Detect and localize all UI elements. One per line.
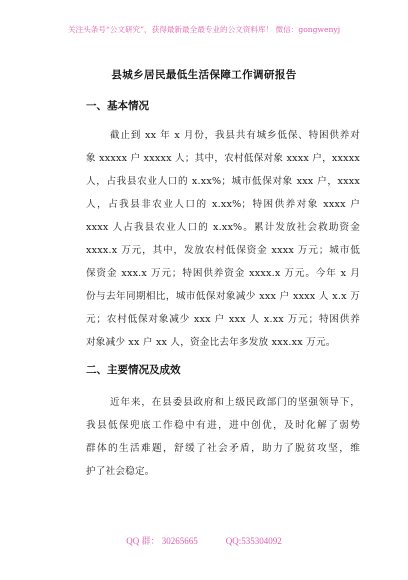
paragraph-line: xxxx 人占我县农业人口的 x.xx%。累计发放社会救助资金 [86, 222, 360, 233]
promo-banner: 关注头条号“公文研究”，获得最新最全最专业的公文资料库！ 微信：gongwenyj [67, 25, 341, 34]
footer-qq-number: QQ:535304092 [225, 536, 282, 546]
footer-qq-group: QQ 群： 30265665 [126, 536, 198, 546]
paragraph-line: 截止到 xx 年 x 月份，我县共有城乡低保、特困供养对 [110, 130, 360, 141]
paragraph-line: 近年来，在县委县政府和上级民政部门的坚强领导下， [110, 397, 360, 408]
paragraph-line: 群体的生活难题，舒缓了社会矛盾，助力了脱贫攻坚，维 [86, 443, 360, 454]
paragraph-line: 人，占我县非农业人口的 x.xx%；特困供养对象 xxxx 户 [86, 199, 360, 210]
paragraph-line: 份与去年同期相比，城市低保对象减少 xxx 户 xxxx 人 x.x 万 [86, 291, 360, 302]
paragraph-line: 人，占我县农业人口的 x.xx%；城市低保对象 xxx 户，xxxx [86, 176, 360, 187]
paragraph-line: 保资金 xxx.x 万元；特困供养资金 xxxx.x 万元。今年 x 月 [86, 268, 360, 279]
paragraph-line: 护了社会稳定。 [86, 466, 155, 477]
paragraph-line: 象 xxxxx 户 xxxxx 人；其中，农村低保对象 xxxx 户，xxxxx [86, 153, 360, 164]
document-title: 县城乡居民最低生活保障工作调研报告 [111, 69, 297, 81]
paragraph-line: xxxx.x 万元，其中，发放农村低保资金 xxxx 万元；城市低 [86, 245, 360, 256]
paragraph-line: 对象减少 xx 户 xx 人，资金比去年多发放 xxx.xx 万元。 [86, 337, 336, 348]
section-heading-basic: 一、基本情况 [86, 100, 149, 112]
section-heading-results: 二、主要情况及成效 [86, 364, 181, 376]
page-footer [0, 535, 408, 547]
paragraph-line: 元；农村低保对象减少 xxx 户 xxx 人 x.xx 万元；特困供养 [86, 314, 360, 325]
paragraph-line: 我县低保兜底工作稳中有进，进中创优，及时化解了弱势 [86, 420, 360, 431]
